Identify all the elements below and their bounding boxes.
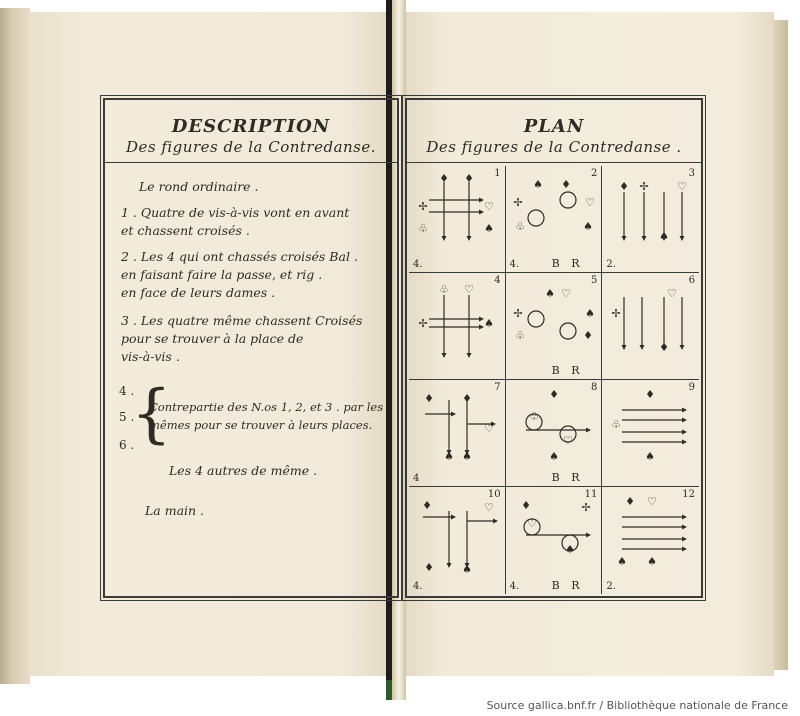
svg-text:♠: ♠ bbox=[659, 230, 670, 243]
svg-text:♦: ♦ bbox=[439, 172, 449, 185]
svg-text:♡: ♡ bbox=[560, 287, 571, 300]
text-line-2: 1 . Quatre de vis-à-vis vont en avant bbox=[121, 205, 350, 220]
svg-text:♧: ♧ bbox=[611, 418, 622, 431]
svg-text:♡: ♡ bbox=[584, 196, 595, 209]
svg-text:♦: ♦ bbox=[548, 388, 559, 401]
svg-text:♡: ♡ bbox=[526, 517, 537, 530]
figure-number: 7 bbox=[494, 382, 501, 393]
svg-text:♠: ♠ bbox=[484, 317, 494, 330]
text-line-9: vis-à-vis . bbox=[121, 349, 180, 364]
text-line-13: La main . bbox=[145, 503, 205, 518]
figure-diagram-6 bbox=[602, 273, 699, 380]
text-line-8: pour se trouver à la place de bbox=[121, 331, 304, 346]
svg-text:♠: ♠ bbox=[462, 563, 472, 576]
figure-grid bbox=[409, 166, 699, 594]
svg-text:♦: ♦ bbox=[464, 172, 474, 185]
svg-text:♧: ♧ bbox=[514, 329, 525, 342]
figure-number: 3 bbox=[688, 168, 695, 179]
svg-text:♡: ♡ bbox=[484, 200, 494, 213]
figure-number: 6 bbox=[688, 275, 695, 286]
svg-text:♡: ♡ bbox=[677, 180, 688, 193]
figure-cell-10 bbox=[409, 487, 506, 594]
figure-number: 2 bbox=[590, 168, 598, 179]
plan-subtitle: Des figures de la Contredanse . bbox=[426, 138, 682, 156]
text-line-4: 2 . Les 4 qui ont chassés croisés Bal . bbox=[121, 249, 358, 264]
figure-cell-3 bbox=[602, 166, 699, 273]
svg-text:♦: ♦ bbox=[659, 341, 670, 354]
svg-text:♧: ♧ bbox=[439, 283, 449, 296]
svg-text:♡: ♡ bbox=[484, 501, 494, 514]
svg-text:♧: ♧ bbox=[528, 410, 539, 423]
figure-cell-7 bbox=[409, 380, 506, 487]
figure-foot-number: 2. bbox=[606, 581, 616, 592]
figure-cell-1 bbox=[409, 166, 506, 273]
figure-br-label: B R bbox=[551, 471, 584, 484]
plan-title: PLAN bbox=[523, 116, 585, 137]
svg-text:♠: ♠ bbox=[647, 555, 658, 568]
text-line-12: Les 4 autres de même . bbox=[169, 463, 318, 478]
text-line-6: en face de leurs dames . bbox=[121, 285, 276, 300]
figure-cell-8 bbox=[506, 380, 603, 487]
brace-number-4: 4 . bbox=[119, 384, 135, 398]
figure-diagram-12 bbox=[602, 487, 699, 594]
svg-text:♠: ♠ bbox=[548, 450, 559, 463]
figure-cell-11 bbox=[506, 487, 603, 594]
figure-br-label: B R bbox=[551, 579, 584, 592]
description-subtitle: Des figures de la Contredanse. bbox=[125, 138, 377, 156]
figure-cell-9 bbox=[602, 380, 699, 487]
figure-number: 5 bbox=[590, 275, 598, 286]
figure-number: 12 bbox=[682, 489, 695, 500]
svg-text:♦: ♦ bbox=[422, 499, 432, 512]
svg-text:♠: ♠ bbox=[645, 450, 656, 463]
figure-diagram-3 bbox=[602, 166, 699, 273]
svg-text:✢: ✢ bbox=[611, 307, 621, 320]
svg-text:♠: ♠ bbox=[617, 555, 628, 568]
svg-text:✢: ✢ bbox=[513, 196, 523, 209]
svg-text:♦: ♦ bbox=[645, 388, 656, 401]
figure-number: 10 bbox=[487, 489, 501, 500]
plan-frame bbox=[405, 98, 703, 598]
figure-number: 8 bbox=[590, 382, 598, 393]
figure-cell-2 bbox=[506, 166, 603, 273]
svg-text:♠: ♠ bbox=[462, 450, 472, 463]
figure-foot-number: 4 bbox=[413, 473, 420, 484]
svg-text:✢: ✢ bbox=[418, 317, 428, 330]
svg-text:♦: ♦ bbox=[560, 178, 571, 191]
figure-diagram-1 bbox=[409, 166, 506, 273]
description-title: DESCRIPTION bbox=[171, 116, 331, 137]
curly-brace: { bbox=[131, 377, 172, 451]
description-frame bbox=[103, 98, 399, 598]
figure-diagram-10 bbox=[409, 487, 506, 594]
brace-number-5: 5 . bbox=[119, 410, 135, 424]
svg-text:♠: ♠ bbox=[582, 220, 593, 233]
svg-text:✢: ✢ bbox=[513, 307, 523, 320]
svg-text:♦: ♦ bbox=[625, 495, 636, 508]
svg-text:♦: ♦ bbox=[424, 561, 434, 574]
text-line-11: mêmes pour se trouver à leurs places. bbox=[149, 418, 373, 432]
text-line-3: et chassent croisés . bbox=[121, 223, 250, 238]
figure-br-label: B R bbox=[551, 257, 584, 270]
svg-text:♦: ♦ bbox=[424, 392, 434, 405]
header-rule bbox=[407, 162, 701, 163]
text-line-5: en faisant faire la passe, et rig . bbox=[121, 267, 323, 282]
svg-text:✢: ✢ bbox=[418, 200, 428, 213]
figure-foot-number: 4. bbox=[509, 581, 520, 592]
svg-text:♡: ♡ bbox=[667, 287, 678, 300]
figure-foot-number: 2. bbox=[606, 259, 616, 270]
figure-foot-number: 4. bbox=[509, 259, 520, 270]
svg-text:♧: ♧ bbox=[514, 220, 525, 233]
svg-text:✢: ✢ bbox=[639, 180, 649, 193]
ribbon-tab bbox=[386, 680, 392, 700]
svg-text:♠: ♠ bbox=[532, 178, 543, 191]
figure-foot-number: 4. bbox=[413, 259, 423, 270]
svg-text:♠: ♠ bbox=[584, 307, 595, 320]
figure-cell-5 bbox=[506, 273, 603, 380]
svg-text:♡: ♡ bbox=[562, 434, 573, 447]
figure-diagram-11 bbox=[506, 487, 603, 594]
svg-text:♦: ♦ bbox=[619, 180, 630, 193]
figure-number: 4 bbox=[494, 275, 501, 286]
figure-diagram-9 bbox=[602, 380, 699, 487]
svg-text:♠: ♠ bbox=[444, 450, 454, 463]
figure-br-label: B R bbox=[551, 364, 584, 377]
svg-text:♠: ♠ bbox=[564, 543, 575, 556]
svg-text:♠: ♠ bbox=[484, 222, 494, 235]
brace-number-6: 6 . bbox=[119, 438, 135, 452]
source-credit: Source gallica.bnf.fr / Bibliothèque nationale de France bbox=[486, 699, 788, 712]
figure-number: 9 bbox=[688, 382, 695, 393]
figure-diagram-4 bbox=[409, 273, 506, 380]
text-line-7: 3 . Les quatre même chassent Croisés bbox=[121, 313, 363, 328]
svg-text:♠: ♠ bbox=[544, 287, 555, 300]
figure-cell-4 bbox=[409, 273, 506, 380]
figure-foot-number: 4. bbox=[413, 581, 423, 592]
svg-text:✢: ✢ bbox=[581, 501, 591, 514]
text-line-1: Le rond ordinaire . bbox=[139, 179, 259, 194]
figure-cell-12 bbox=[602, 487, 699, 594]
right-page-edges bbox=[774, 20, 788, 670]
svg-text:♦: ♦ bbox=[520, 499, 531, 512]
figure-cell-6 bbox=[602, 273, 699, 380]
header-rule bbox=[105, 162, 397, 163]
svg-text:♧: ♧ bbox=[418, 222, 428, 235]
left-page-edges bbox=[0, 8, 30, 684]
text-line-10: Contrepartie des N.os 1, 2, et 3 . par les bbox=[149, 400, 384, 414]
svg-text:♡: ♡ bbox=[484, 422, 494, 435]
figure-diagram-7 bbox=[409, 380, 506, 487]
svg-text:♡: ♡ bbox=[647, 495, 658, 508]
figure-number: 1 bbox=[494, 168, 501, 179]
svg-text:♦: ♦ bbox=[462, 392, 472, 405]
svg-text:♡: ♡ bbox=[464, 283, 474, 296]
svg-text:♦: ♦ bbox=[582, 329, 593, 342]
figure-number: 11 bbox=[584, 489, 598, 500]
